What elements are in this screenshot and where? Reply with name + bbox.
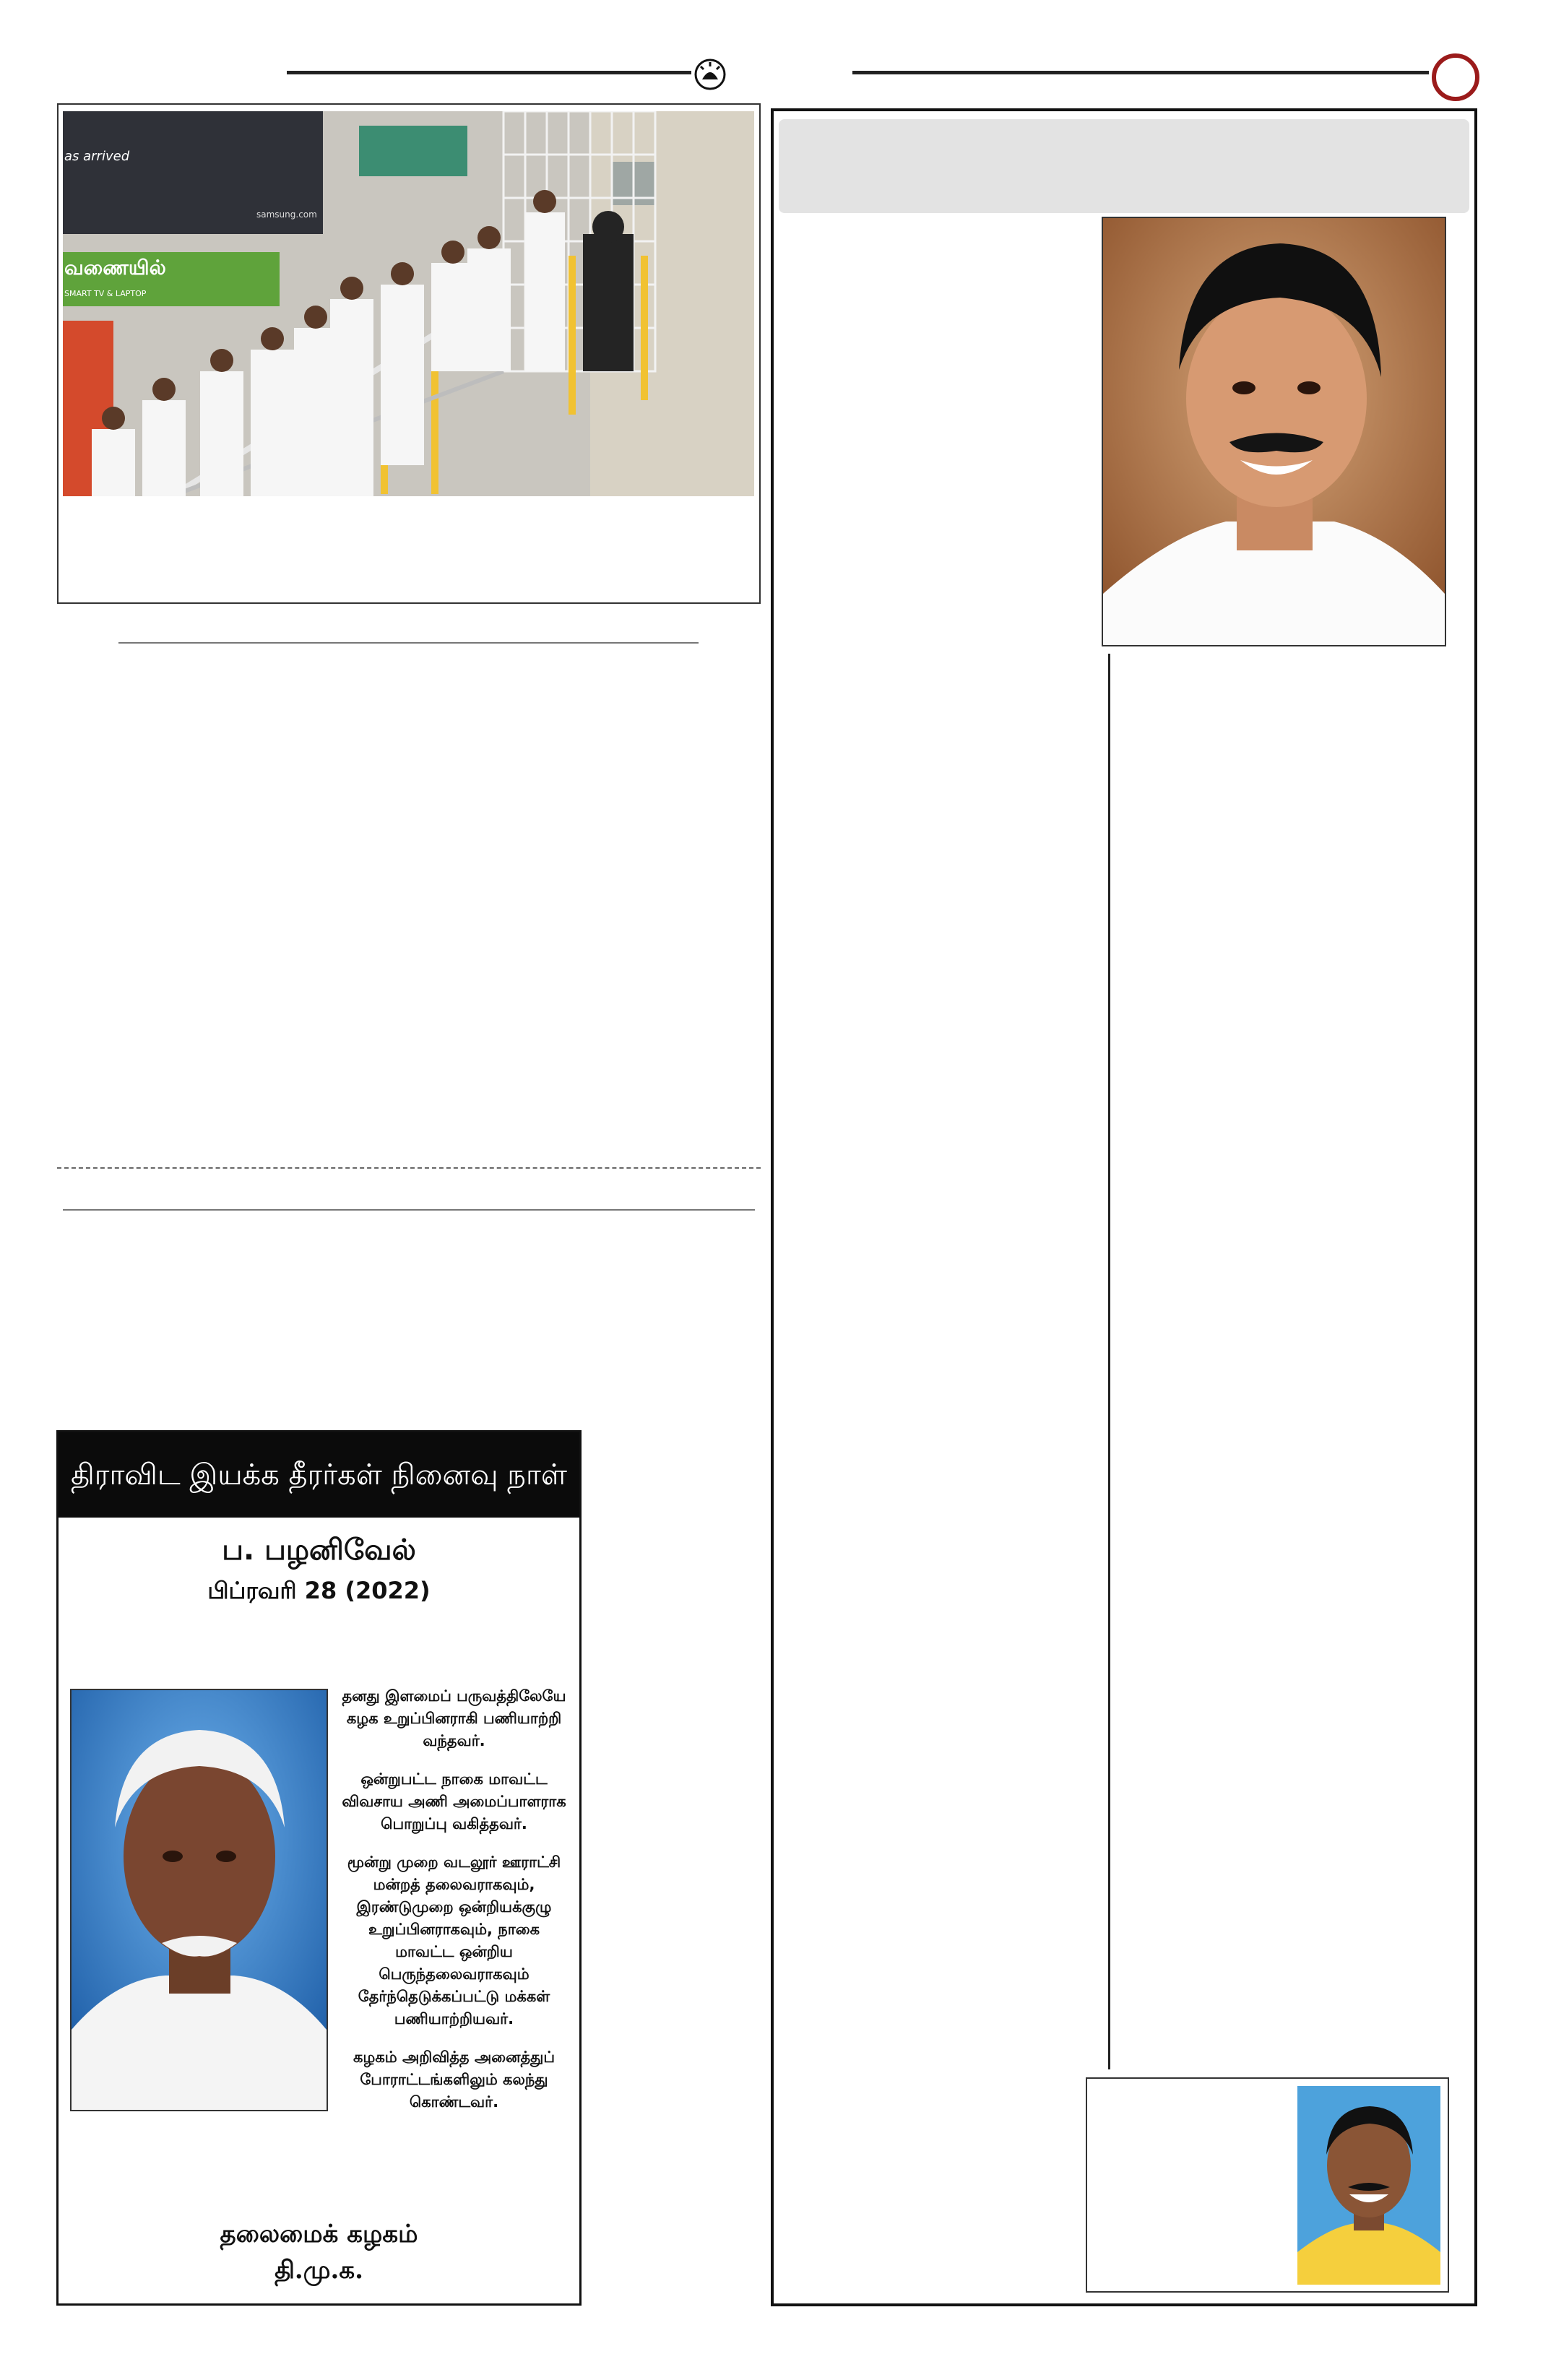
signage-arrived: as arrived [64, 149, 130, 164]
signage-laptop: SMART TV & LAPTOP [64, 289, 147, 298]
memorial-title-bar [59, 1432, 579, 1518]
left-rule-1 [118, 642, 699, 644]
memorial-paragraph: மூன்று முறை வடலூர் ஊராட்சி மன்றத் தலைவராகவும், இரண்டுமுறை ஒன்றியக்குழு உறுப்பினராகவும், நாகை மாவட்ட ஒன்றிய பெருந்தலைவராகவும் தேர்ந்தெடுக்கப்பட்டு மக்கள் பணியாற்றியவர். [347, 1853, 561, 2028]
signage-brand: samsung.com [256, 209, 317, 220]
smiling-leader-portrait [1102, 217, 1446, 646]
memorial-title: திராவிட இயக்க தீரர்கள் நினைவு நாள் [71, 1458, 567, 1492]
header-rule-right [852, 71, 1429, 74]
memorial-paragraph: தனது இளமைப் பருவத்திலேயே கழக உறுப்பினராகி பணியாற்றி வந்தவர். [342, 1687, 566, 1749]
right-panel-header-band [779, 119, 1469, 213]
memorial-paragraph: கழகம் அறிவித்த அனைத்துப் போராட்டங்களிலும் கலந்து கொண்டவர். [353, 2048, 556, 2111]
memorial-date: பிப்ரவரி 28 (2022) [207, 1577, 431, 1604]
signage-tamil-shop: வணையில் [64, 256, 166, 280]
smiling-man-portrait [1297, 2086, 1440, 2285]
red-circle-badge [1432, 53, 1479, 101]
elder-portrait-photo [70, 1689, 328, 2111]
memorial-footer-line2: தி.மு.க. [275, 2256, 363, 2285]
right-column-vertical-rule [1108, 654, 1110, 2069]
memorial-description [340, 1685, 568, 2129]
memorial-footer-line1: தலைமைக் கழகம் [220, 2220, 418, 2249]
memorial-paragraph: ஒன்றுபட்ட நாகை மாவட்ட விவசாய அணி அமைப்பாளராக பொறுப்பு வகித்தவர். [342, 1770, 566, 1832]
memorial-box [56, 1430, 582, 2306]
left-dashed-divider [57, 1167, 761, 1169]
header-rule-left [287, 71, 691, 74]
crowd-garlanding-statue-photo [63, 111, 754, 496]
rising-sun-emblem-icon [693, 58, 727, 91]
left-rule-2 [63, 1209, 755, 1211]
memorial-name: ப. பழனிவேல் [222, 1533, 416, 1567]
